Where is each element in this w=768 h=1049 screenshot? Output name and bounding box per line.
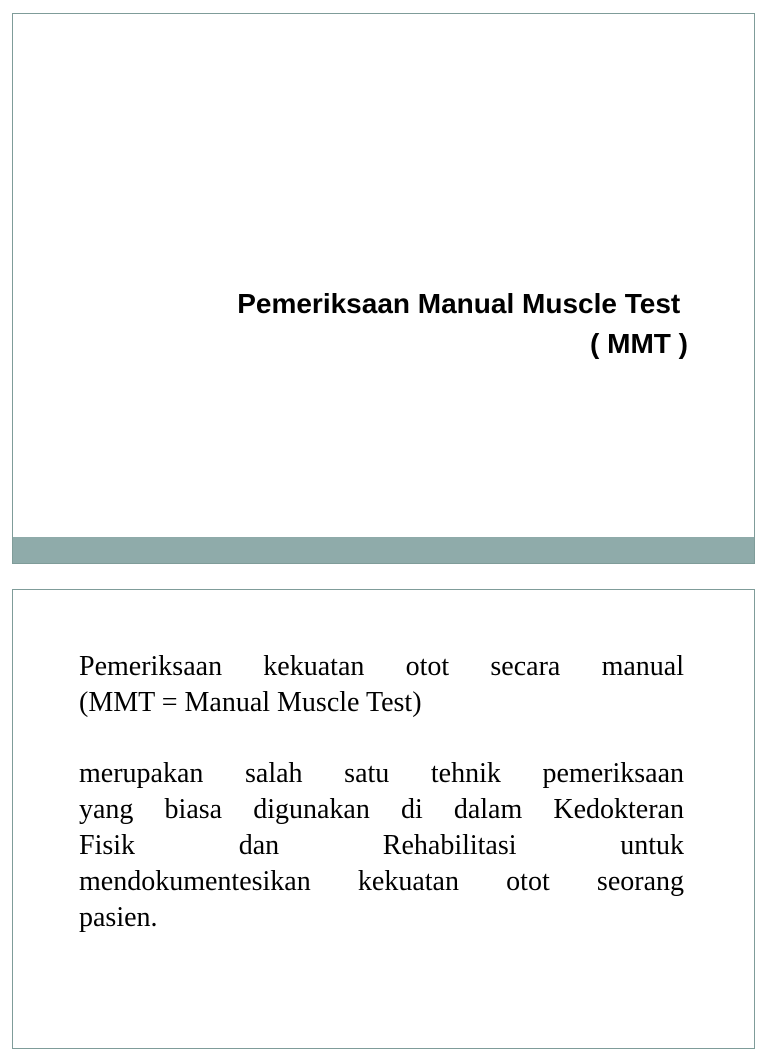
description-paragraph xyxy=(79,756,684,936)
title-slide xyxy=(12,13,755,564)
description-line-4: mendokumentesikan kekuatan otot seorang xyxy=(79,866,684,897)
description-line-5: pasien. xyxy=(79,902,158,933)
content-slide xyxy=(12,589,755,1049)
definition-paragraph xyxy=(79,649,684,721)
slide-title-line-1: Pemeriksaan Manual Muscle Test xyxy=(237,288,688,319)
slide-body xyxy=(79,649,684,936)
description-line-1: merupakan salah satu tehnik pemeriksaan xyxy=(79,758,684,789)
slide-title-line-2: ( MMT ) xyxy=(590,328,688,359)
slide-accent-bar xyxy=(13,537,754,563)
slide-title xyxy=(88,284,688,364)
description-line-3: Fisik dan Rehabilitasi untuk xyxy=(79,830,684,861)
definition-line-1: Pemeriksaan kekuatan otot secara manual xyxy=(79,651,684,682)
definition-line-2: (MMT = Manual Muscle Test) xyxy=(79,687,422,718)
description-line-2: yang biasa digunakan di dalam Kedokteran xyxy=(79,794,684,825)
